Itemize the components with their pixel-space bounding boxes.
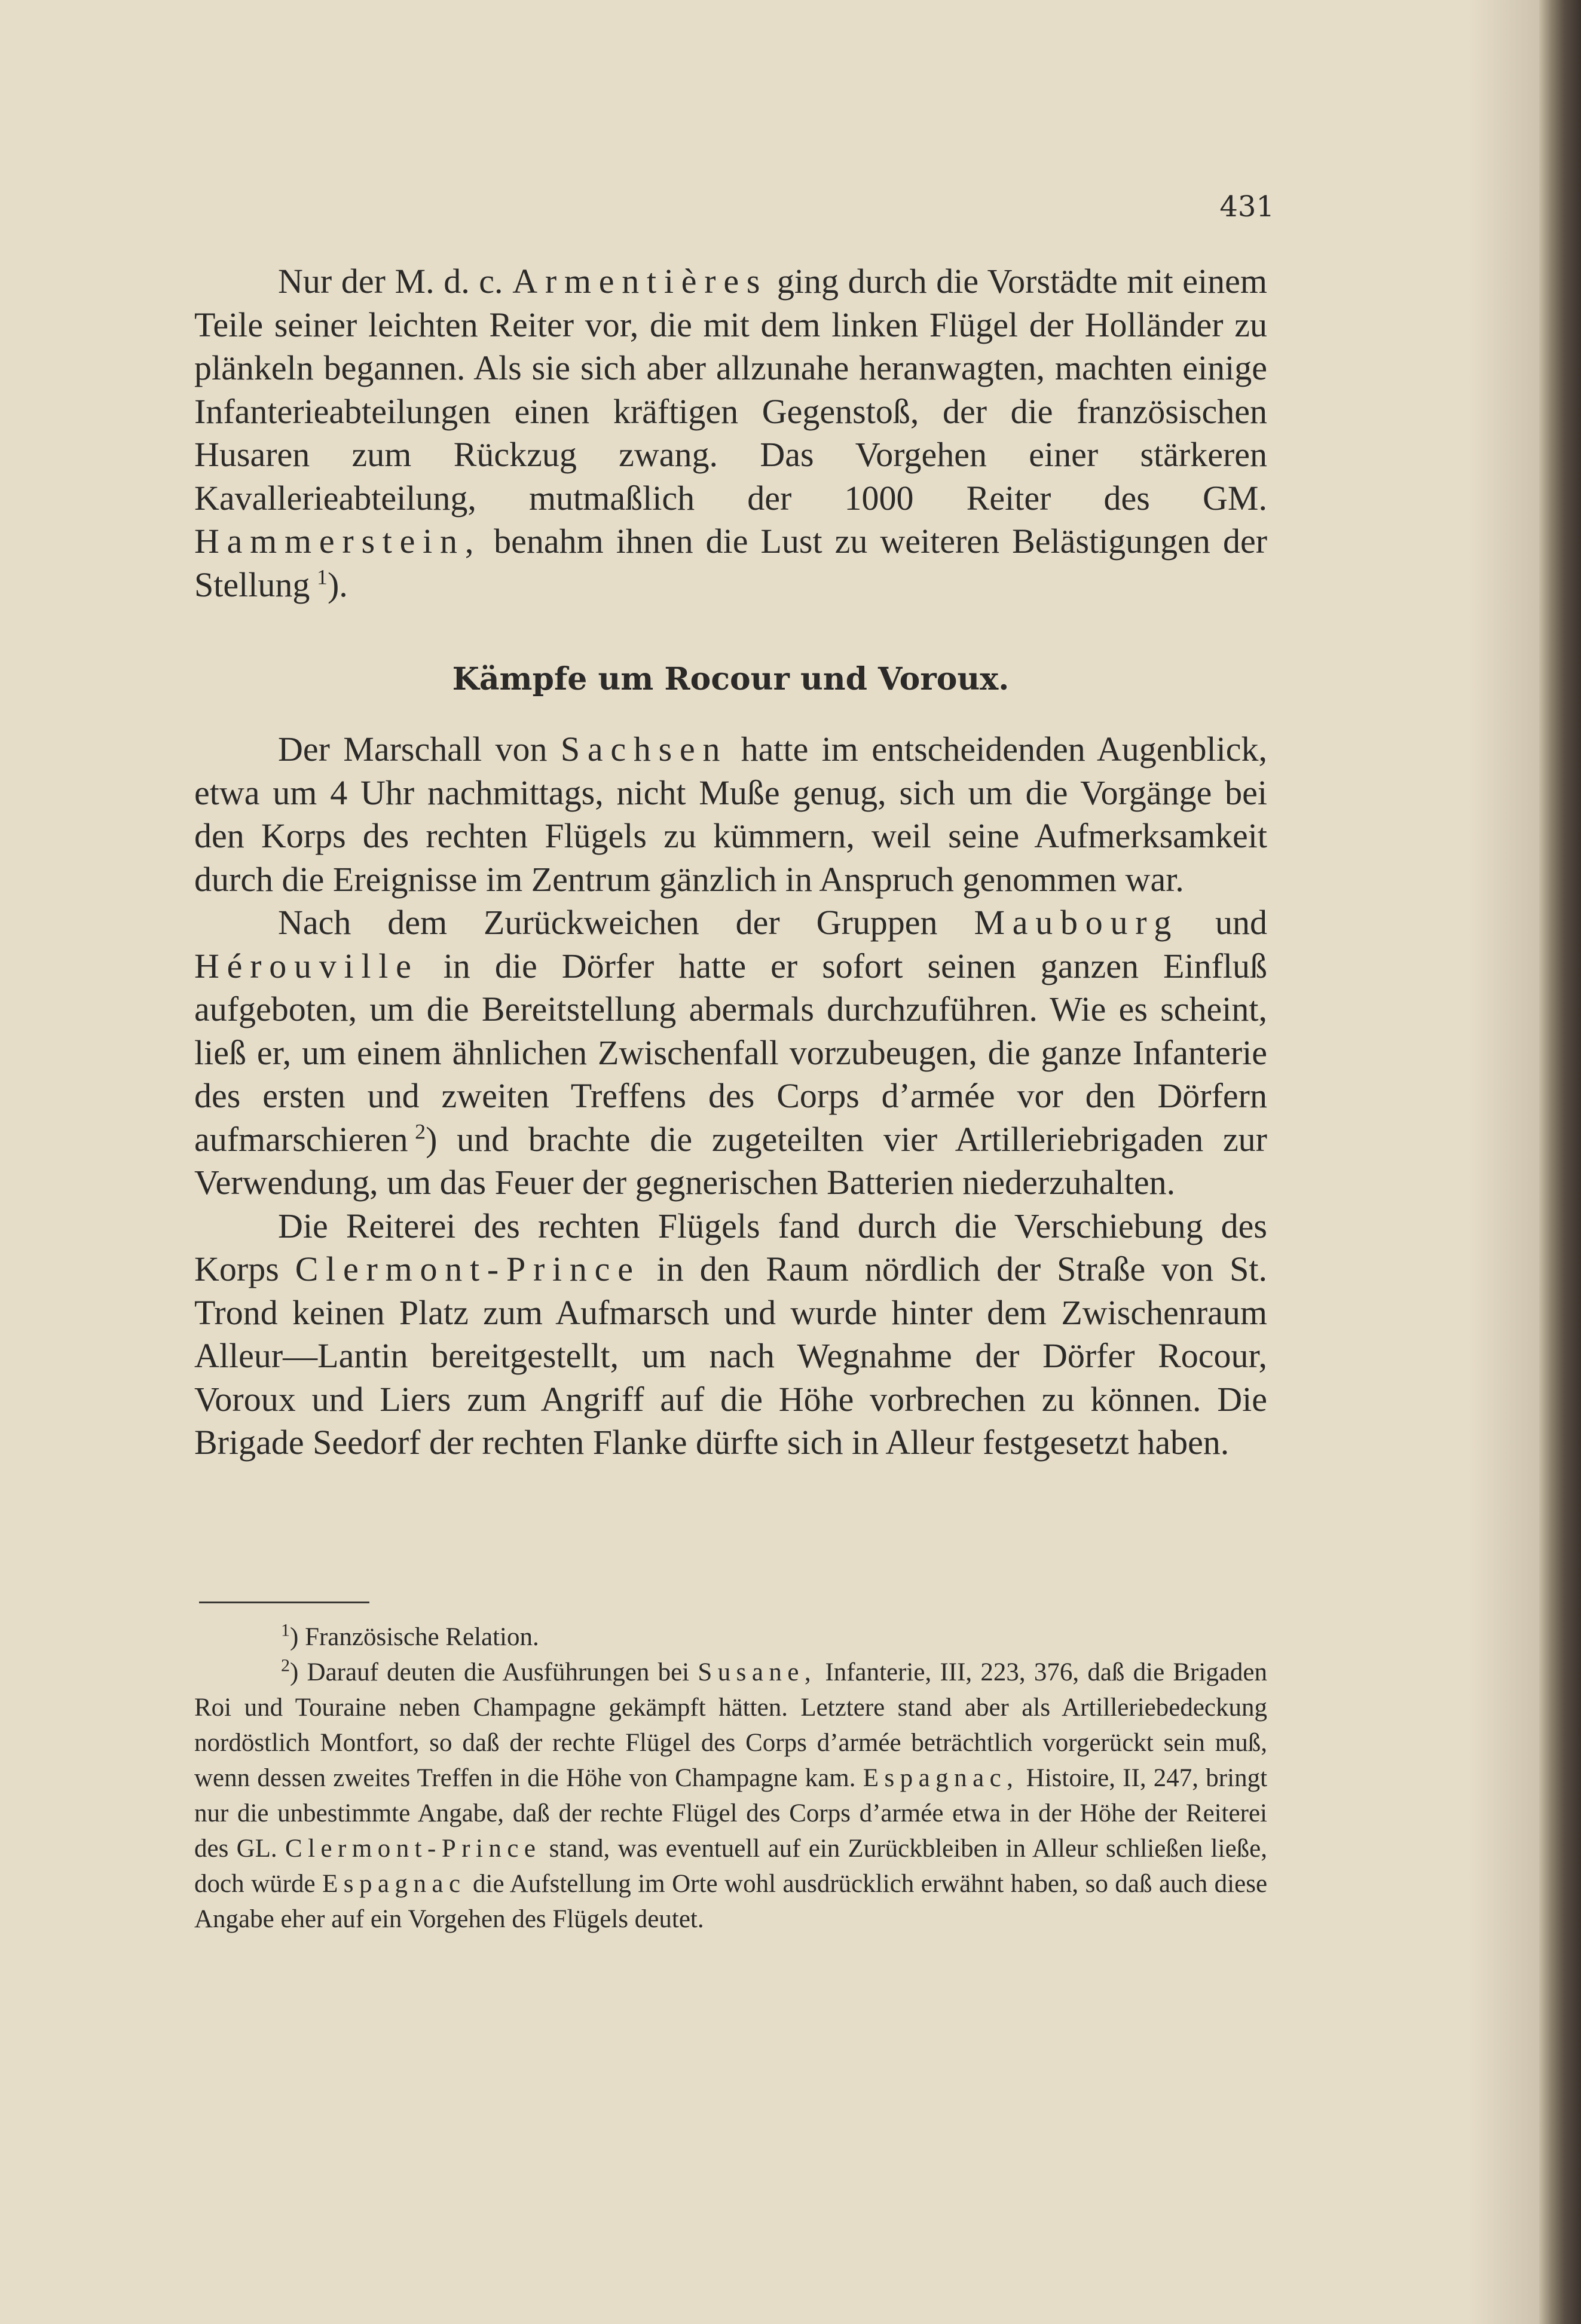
text-run: in den Raum nördlich der Straße von St. Trond keinen Platz zum Aufmarsch und wurde hinter dem Zwischenraum Alleur—Lantin bereitgestellt, um nach Wegnahme der Dörfer Rocour, Voroux und Liers zum Angriff auf die Höhe vorbrechen zu können. Die Brigade Seedorf der rechten Flanke dürfte sich in Alleur festgesetzt haben.	[194, 1250, 1267, 1462]
text-run: in die Dörfer hatte er sofort seinen ganzen Einfluß aufgeboten, um die Bereitstellung abermals durchzuführen. Wie es scheint, ließ er, um einem ähnlichen Zwischenfall vorzubeugen, die ganze Infanterie des ersten und zweiten Treffens des Corps d’armée vor den Dörfern aufmarschieren	[194, 946, 1267, 1159]
person-name: Sachsen	[560, 730, 728, 768]
footnotes	[194, 1619, 1267, 1937]
footnote-marker: 1	[281, 1620, 290, 1640]
page-number: 431	[1219, 190, 1274, 223]
main-text	[194, 728, 1267, 1465]
text-run: und	[1215, 903, 1268, 942]
text-run: ) und brachte die zugeteilten vier Artilleriebrigaden zur Verwendung, um das Feuer der gegnerischen Batterien niederzuhalten.	[194, 1119, 1267, 1202]
footnote-1	[194, 1619, 1267, 1655]
section-heading: Kämpfe um Rocour und Voroux.	[452, 661, 1010, 697]
text-run: Der Marschall von	[278, 730, 548, 768]
footnote-text: stand, was eventuell auf ein Zurückbleiben in Alleur schließen ließe, doch würde	[194, 1835, 1268, 1898]
person-name: Clermont-Prince	[295, 1250, 641, 1288]
person-name: Hammerstein,	[194, 522, 482, 561]
paragraph-maubourg	[194, 901, 1267, 1205]
person-name: Clermont-Prince	[285, 1835, 542, 1863]
footnote-reference: 2	[415, 1119, 426, 1144]
person-name: Maubourg	[974, 903, 1179, 942]
footnote-text: die Aufstellung im Orte wohl ausdrücklich erwähnt haben, so daß auch diese Angabe eher auf ein Vorgehen des Flügels deutet.	[194, 1870, 1268, 1933]
text-run: Die Reiterei des rechten Flügels fand durch die Verschiebung des Korps	[194, 1206, 1267, 1288]
footnote-text: Histoire, II, 247, bringt nur die unbestimmte Angabe, daß der rechte Flügel des Corps d’armée etwa in der Höhe der Reiterei des GL.	[194, 1764, 1268, 1863]
footnote-text: ) Darauf deuten die Ausführungen bei	[290, 1658, 690, 1686]
paragraph-text	[194, 260, 1267, 607]
paragraph-sachsen	[194, 728, 1267, 901]
person-name: Espagnac	[322, 1870, 466, 1898]
text-run: hatte im entscheidenden Augenblick, etwa um 4 Uhr nachmittags, nicht Muße genug, sich um die Vorgänge bei den Korps des rechten Flügels zu kümmern, weil seine Aufmerksamkeit durch die Ereignisse im Zentrum gänzlich in Anspruch genommen war.	[194, 730, 1268, 899]
person-name: Susane,	[698, 1658, 817, 1686]
footnote-reference: 1	[316, 565, 328, 589]
text-run: Nach dem Zurückweichen der Gruppen	[278, 903, 938, 942]
person-name: Espagnac,	[863, 1764, 1019, 1792]
person-name: Hérouville	[194, 946, 419, 985]
footnote-text: Infanterie, III, 223, 376, daß die Brigaden Roi und Touraine neben Champagne gekämpft hätten. Letztere stand aber als Artilleriebedeckung nordöstlich Montfort, so daß der rechte Flügel des Corps d’armée beträchtlich vorgerückt sein muß, wenn dessen zweites Treffen in die Höhe von Champagne kam.	[194, 1658, 1268, 1792]
person-name: Armentières	[512, 262, 768, 301]
paragraph-armentieres	[194, 260, 1267, 607]
text-run: benahm ihnen die Lust zu weiteren Belästigungen der Stellung	[194, 522, 1268, 604]
paragraph-reiterei	[194, 1205, 1267, 1465]
text-run: Nur der M. d. c.	[278, 262, 503, 301]
footnote-2	[194, 1655, 1267, 1937]
footnote-divider	[199, 1602, 369, 1603]
text-run: ging durch die Vorstädte mit einem Teile seiner leichten Reiter vor, die mit dem linken Flügel der Holländer zu plänkeln begannen. Als sie sich aber allzunahe heranwagten, machten einige Infanterieabteilungen einen kräftigen Gegenstoß, der die französischen Husaren zum Rückzug zwang. Das Vorgehen einer stärkeren Kavallerieabteilung, mutmaßlich der 1000 Reiter des GM.	[194, 262, 1267, 518]
footnote-text: ) Französische Relation.	[290, 1623, 539, 1651]
text-run: ).	[327, 565, 348, 604]
footnote-marker: 2	[281, 1655, 290, 1676]
